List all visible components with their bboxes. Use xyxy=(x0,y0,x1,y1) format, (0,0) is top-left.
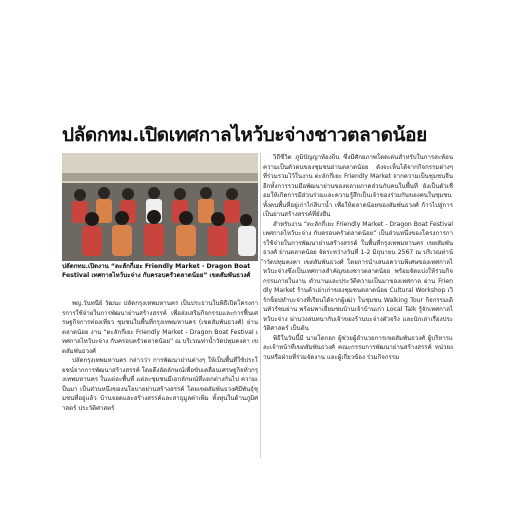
article-column-left xyxy=(62,299,258,413)
article-headline: ปลัดกทม.เปิดเทศกาลไหว้บะจ่างชาวตลาดน้อย xyxy=(62,124,427,146)
article-column-right xyxy=(263,153,453,362)
ceremony-photo xyxy=(62,153,258,261)
crowd-image xyxy=(62,153,258,261)
paragraph: วิถีชีวิต ภูมิปัญญาท้องถิ่น ซึ่งมีศักยภาพโดดเด่นสำหรับในการสะท้อนความเป็นตัวตนของชุมชนย่านตลาดน้อย ดังจะเห็นได้จากกิจกรรมต่างๆ ที่ร่วมรวมไว้ในงาน ตะลักกี่เยะ Friendly Market จากความเป็นชุมชนจีน อีกทั้งการรวมมือพัฒนาย่านของหลายภาคส่วนกับคนในพื้นที่ ยังเป็นตัวเชื่อมให้เกิดการมีส่วนร่วมและความรู้สึกเป็นเจ้าของร่วมกันของคนในชุมชน ทั้งคนพื้นที่อยู่เก่าไก่สิบาน้ำ เพื่อให้ตลาดน้อยของสัมพันธวงศ์ ก้าวไปสู่การเป็นย่านสร้างสรรค์ที่ยั่งยืน xyxy=(263,154,453,218)
paragraph: สำหรับงาน “ตะลักกี่เยะ Friendly Market - Dragon Boat Festival เทศกาลไหว้บะจ่าง กับครอบครัวตลาดน้อย” เป็นส่วนหนึ่งของโครงการการใช้จ่ายในการพัฒนาย่านสร้างสรรค์ ในพื้นที่กรุงเทพมหานคร เขตสัมพันธวงศ์ ย่านตลาดน้อย จัดระหว่างวันที่ 1-2 มิถุนายน 2567 ณ บริเวณท่าน้ำวัดปทุมคงคา เขตสัมพันธวงศ์ โดยการนำเสนอความพิเศษของเทศกาลไหว้บะจ่างซึ่งเป็นเทศกาลสำคัญของชาวตลาดน้อย พร้อมจัดแบ่งให้ร่วมกิจกรรมภายในงาน ตำนานและประวัติความเป็นมาของเทศกาล ผ่าน Friendly Market ร้านค้าเอ่าเก่าของชุมชนตลาดน้อย Cultural Workshop เวิร์กช็อปทำบะจ่างที่เรียนได้จากผู้เฒ่า ในชุมชน Walking Tour กิจกรรมเดินทัวร์ชมย่าน พร้อมพาเยี่ยมชมบ้านเจ้าบ้านเก่า Local Talk รู้จักเทศกาลไหว้บะจ่าง ผ่านวงสนทนากับเจ้าของร้านบะจ่างตัวจริง และนักเล่าเรื่องประวัติศาสตร์ เป็นต้น xyxy=(263,220,453,332)
paragraph: พิธีในวันนี้มี นายโตกอก ผู้ช่วยผู้อำนวยการเขตสัมพันธวงศ์ ผู้บริหารและเจ้าหน้าที่เขตสัมพันธวงศ์ คณะกรรมการพัฒนาย่านสร้างสรรค์ หน่วยงานหรือฝ่ายที่ร่วมจัดงาน และผู้เกี่ยวข้อง ร่วมกิจกรรม xyxy=(263,334,453,361)
paragraph: ปลัดกรุงเทพมหานคร กล่าวว่า การพัฒนาย่านต่างๆ ให้เป็นพื้นที่ใช้ประโยชน์จากการพัฒนาสร้างสรรค์ โดยดึงอัตลักษณ์เพื่อขับเคลื่อนเศรษฐกิจทั่วกรุงเทพมหานคร ในแต่ละพื้นที่ แต่ละชุมชนมีเอกลักษณ์ที่แตกต่างกันไป ความเป็นมา เป็นส่วนหนึ่งของนโยบายย่านสร้างสรรค์ โดยเขตสัมพันธวงศ์มีพันธุ์ชุมชนที่อยู่แล้ว บ้านจอดและสร้างสรรค์และสาธุมูลค่าเพิ่ม ทั้งทุนในด้านภูมิศาสตร์ ประวัติศาสตร์ xyxy=(62,357,258,412)
photo-caption: ปลัดกทม.เปิดงาน “ตะลักกี่เยะ Friendly Market - Dragon Boat Festival เทศกาลไหว้บะจ่าง กับครอบครัวตลาดน้อย” เขตสัมพันธวงศ์ xyxy=(62,263,251,280)
column-divider xyxy=(260,153,261,458)
paragraph: พญ.วันทนีย์ วัฒนะ ปลัดกรุงเทพมหานคร เป็นประธานในพิธีเปิดโครงการการใช้จ่ายในการพัฒนาย่านสร้างสรรค์ เพื่อส่งเสริมกิจกรรมและการฟื้นเศรษฐกิจการท่องเที่ยว ชุมชนในพื้นที่กรุงเทพมหานคร (เขตสัมพันธวงศ์) ย่านตลาดน้อย งาน “ตะลักกี่เยะ Friendly Market - Dragon Boat Festival เทศกาลไหว้บะจ่าง กับครอบครัวตลาดน้อย” ณ บริเวณท่าน้ำวัดปทุมคงคา เขตสัมพันธวงศ์ xyxy=(62,300,258,355)
